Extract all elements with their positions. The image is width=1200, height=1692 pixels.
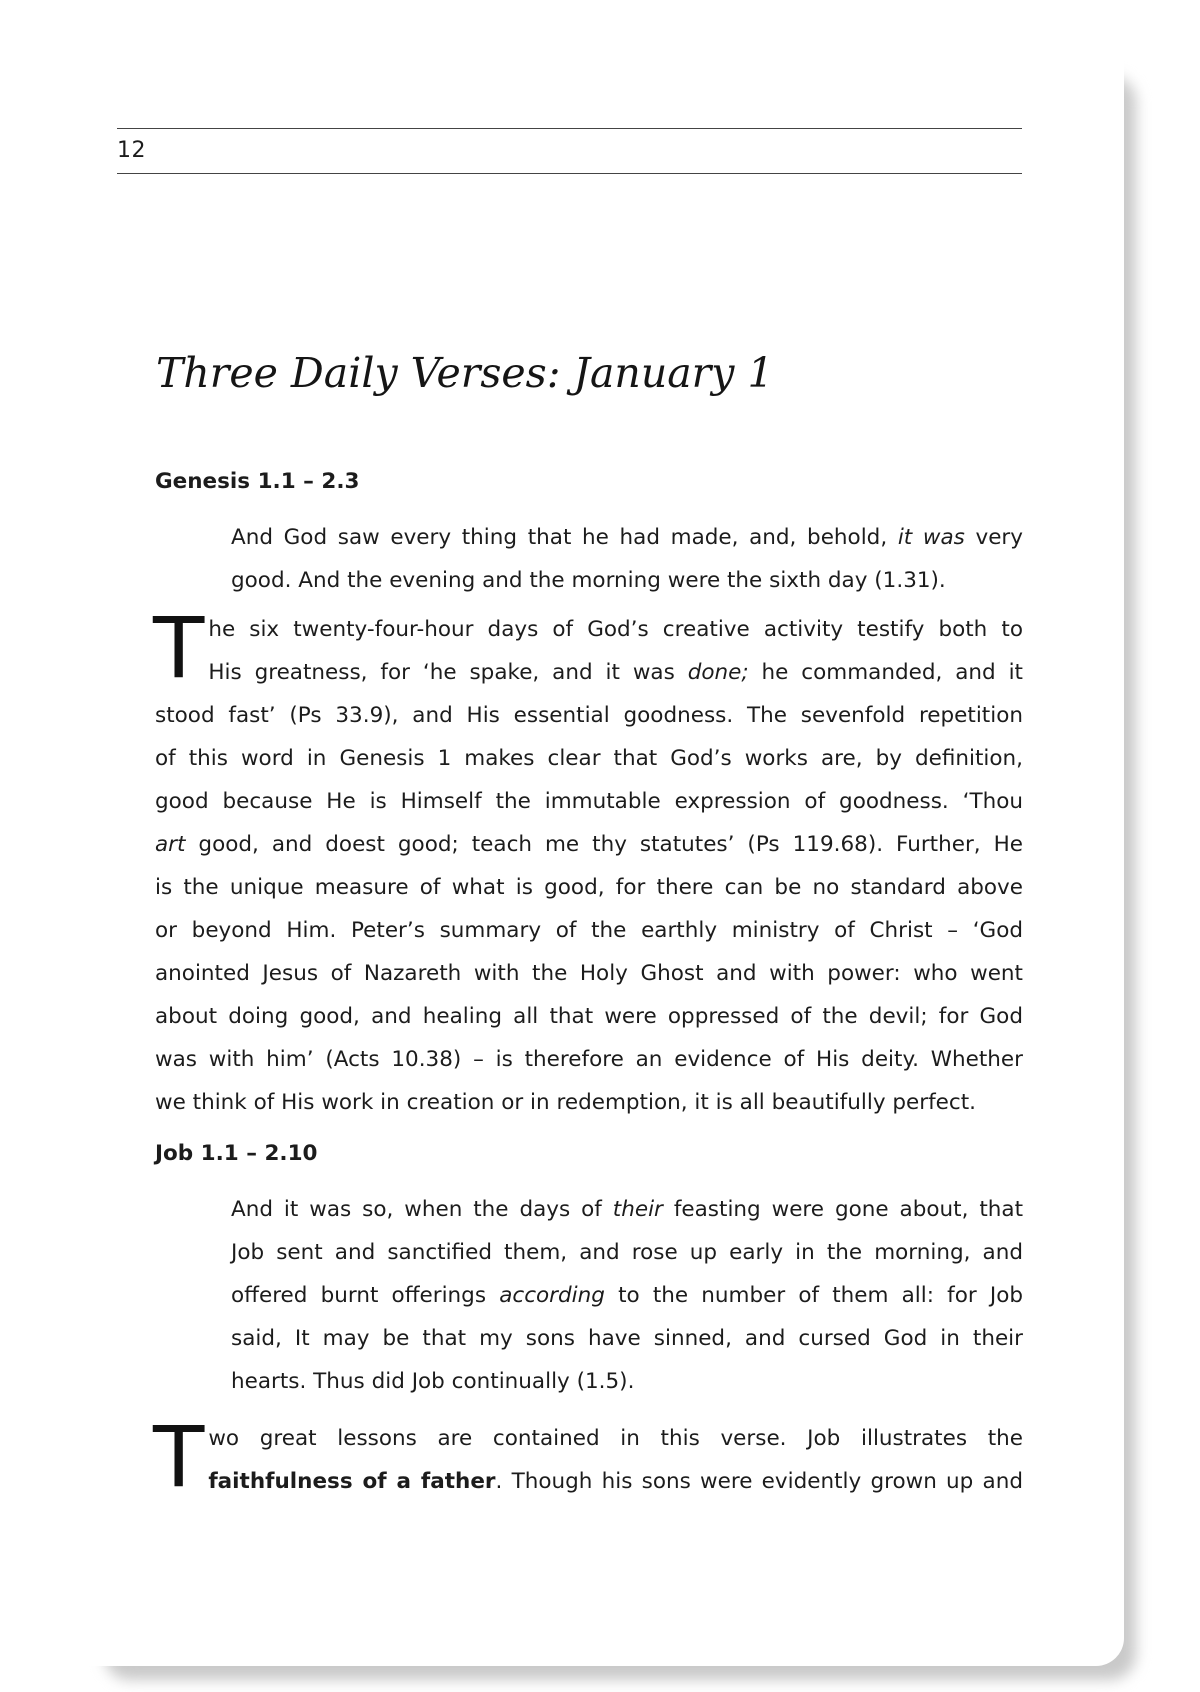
quote-line: And God saw every thing that he had made, and, behold, it was very: [231, 525, 1023, 550]
commentary-paragraph: [153, 599, 1023, 1124]
text-line: or beyond Him. Peter’s summary of the earthly ministry of Christ – ‘God: [155, 918, 1023, 943]
text-line: about doing good, and healing all that were oppressed of the devil; for God: [155, 1004, 1023, 1029]
text-line: we think of His work in creation or in redemption, it is all beautifully perfect.: [155, 1090, 976, 1115]
text-line: anointed Jesus of Nazareth with the Holy Ghost and with power: who went: [155, 961, 1023, 986]
scripture-reference: Genesis 1.1 – 2.3: [155, 469, 360, 494]
text-line: of this word in Genesis 1 makes clear that God’s works are, by definition,: [155, 746, 1023, 771]
quote-line: And it was so, when the days of their feasting were gone about, that: [231, 1197, 1023, 1222]
page-title: Three Daily Verses: January 1: [156, 349, 774, 397]
quote-line: said, It may be that my sons have sinned, and cursed God in their: [231, 1326, 1023, 1351]
text-line: stood fast’ (Ps 33.9), and His essential goodness. The sevenfold repetition: [155, 703, 1023, 728]
quote-line: Job sent and sanctified them, and rose up early in the morning, and: [231, 1240, 1023, 1265]
scripture-quote: [231, 1188, 1023, 1403]
scripture-quote: [231, 516, 1023, 602]
text-line: wo great lessons are contained in this verse. Job illustrates the: [208, 1426, 1023, 1451]
drop-cap: T: [153, 1408, 205, 1506]
scripture-reference: Job 1.1 – 2.10: [155, 1141, 318, 1166]
text-line: he six twenty-four-hour days of God’s creative activity testify both to: [208, 617, 1023, 642]
main-content: [153, 460, 1024, 1506]
text-line: His greatness, for ‘he spake, and it was done; he commanded, and it: [208, 660, 1023, 685]
quote-line: hearts. Thus did Job continually (1.5).: [231, 1369, 635, 1394]
text-line: faithfulness of a father. Though his sons were evidently grown up and: [208, 1469, 1024, 1494]
quote-line: offered burnt offerings according to the number of them all: for Job: [231, 1283, 1023, 1308]
page-number: 12: [117, 138, 146, 163]
header-rule-bottom: [117, 173, 1022, 174]
header-rule-top: [117, 128, 1022, 129]
commentary-paragraph: [153, 1408, 1024, 1506]
text-line: is the unique measure of what is good, for there can be no standard above: [155, 875, 1023, 900]
quote-line: good. And the evening and the morning were the sixth day (1.31).: [231, 568, 946, 593]
text-line: art good, and doest good; teach me thy statutes’ (Ps 119.68). Further, He: [155, 832, 1023, 857]
drop-cap: T: [153, 599, 205, 697]
text-line: good because He is Himself the immutable expression of goodness. ‘Thou: [155, 789, 1023, 814]
text-line: was with him’ (Acts 10.38) – is therefore an evidence of His deity. Whether: [155, 1047, 1023, 1072]
